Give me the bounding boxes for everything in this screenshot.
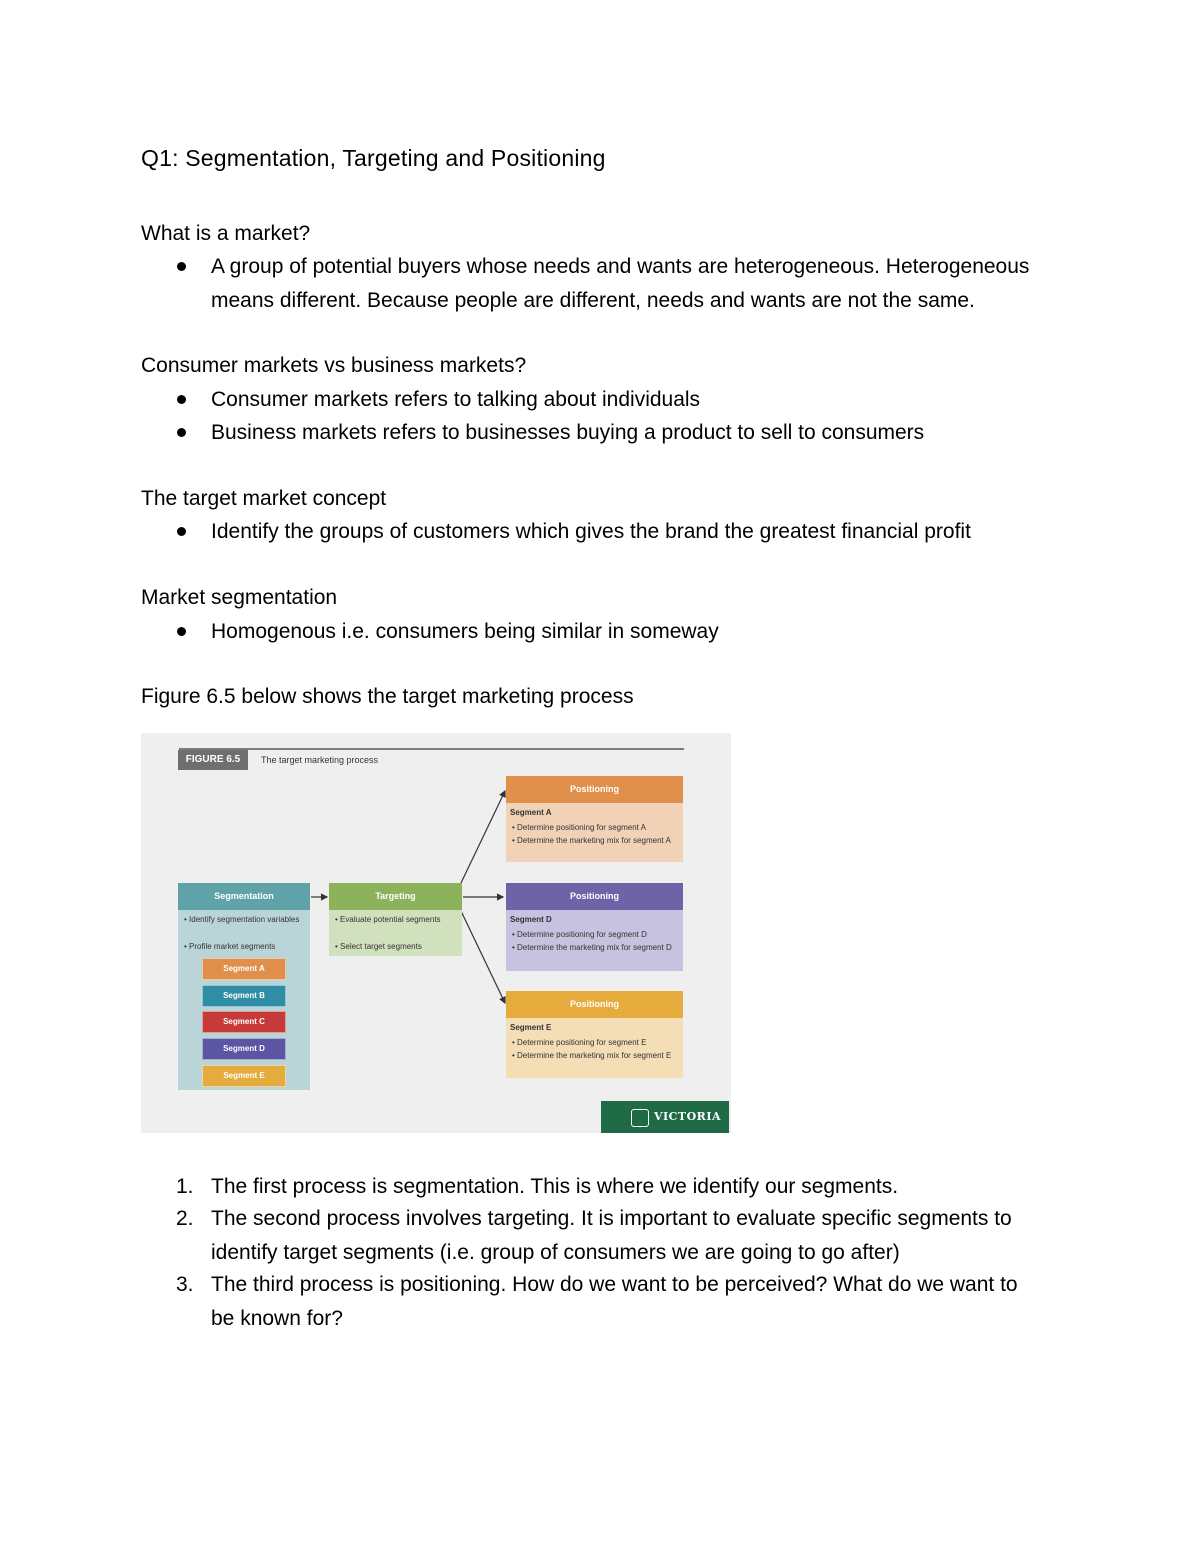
positioning-a-segment: Segment A [510,808,552,817]
segmentation-item: • Identify segmentation variables [184,915,300,924]
bullet-icon [177,262,186,271]
figure-caption: The target marketing process [261,755,379,765]
heading-what-is-market: What is a market? [141,222,311,245]
segmentation-item: • Profile market segments [184,942,276,951]
heading-target-market: The target market concept [141,487,387,510]
targeting-item: • Evaluate potential segments [335,915,441,924]
segment-c-chip: Segment C [202,1011,286,1033]
step-text: identify target segments (i.e. group of consumers we are going to go after) [211,1241,900,1264]
step-text: The third process is positioning. How do we want to be perceived? What do we want to [211,1273,1018,1296]
segmentation-box [178,883,310,1090]
figure-intro: Figure 6.5 below shows the target marketing process [141,685,634,708]
positioning-d-box [506,883,683,971]
bullet-icon [177,627,186,636]
segment-e-chip: Segment E [202,1065,286,1087]
positioning-a-header: Positioning [506,776,683,803]
bullet-text: Identify the groups of customers which gives the brand the greatest financial profit [211,520,971,543]
targeting-header: Targeting [329,883,462,910]
segmentation-header: Segmentation [178,883,310,910]
arrow-to-position-a [461,791,505,883]
step-text: be known for? [211,1307,343,1330]
arrow-to-position-e [461,911,505,1003]
step-text: The first process is segmentation. This is where we identify our segments. [211,1175,899,1198]
positioning-d-header: Positioning [506,883,683,910]
heading-consumer-business: Consumer markets vs business markets? [141,354,527,377]
bullet-icon [177,395,186,404]
crest-icon [631,1109,649,1127]
step-number: 3. [176,1273,194,1296]
bullet-text: means different. Because people are different, needs and wants are not the same. [211,289,975,312]
page-title: Q1: Segmentation, Targeting and Positioning [141,145,606,171]
logo-text: VICTORIA [653,1110,721,1123]
positioning-e-item: • Determine the marketing mix for segment E [512,1051,672,1060]
bullet-icon [177,527,186,536]
positioning-d-segment: Segment D [510,915,552,924]
step-number: 2. [176,1207,194,1230]
positioning-a-item: • Determine the marketing mix for segment A [512,836,671,845]
targeting-box [329,883,462,956]
step-text: The second process involves targeting. It is important to evaluate specific segments to [211,1207,1012,1230]
positioning-d-item: • Determine positioning for segment D [512,930,647,939]
bullet-text: Homogenous i.e. consumers being similar in someway [211,620,719,643]
segment-b-chip: Segment B [202,985,286,1007]
segment-d-chip: Segment D [202,1038,286,1060]
targeting-item: • Select target segments [335,942,422,951]
bullet-text: A group of potential buyers whose needs and wants are heterogeneous. Heterogeneous [211,255,1030,278]
step-number: 1. [176,1175,194,1198]
positioning-d-item: • Determine the marketing mix for segment D [512,943,672,952]
bullet-icon [177,428,186,437]
figure-label: FIGURE 6.5 [178,750,248,770]
positioning-e-segment: Segment E [510,1023,552,1032]
figure-target-marketing-process [141,733,731,1133]
positioning-a-box [506,776,683,862]
university-logo [601,1101,729,1133]
positioning-e-header: Positioning [506,991,683,1018]
bullet-text: Business markets refers to businesses buying a product to sell to consumers [211,421,925,444]
positioning-e-box [506,991,683,1078]
positioning-a-item: • Determine positioning for segment A [512,823,646,832]
positioning-e-item: • Determine positioning for segment E [512,1038,647,1047]
heading-market-segmentation: Market segmentation [141,586,338,609]
segment-a-chip: Segment A [202,958,286,980]
bullet-text: Consumer markets refers to talking about individuals [211,388,701,411]
